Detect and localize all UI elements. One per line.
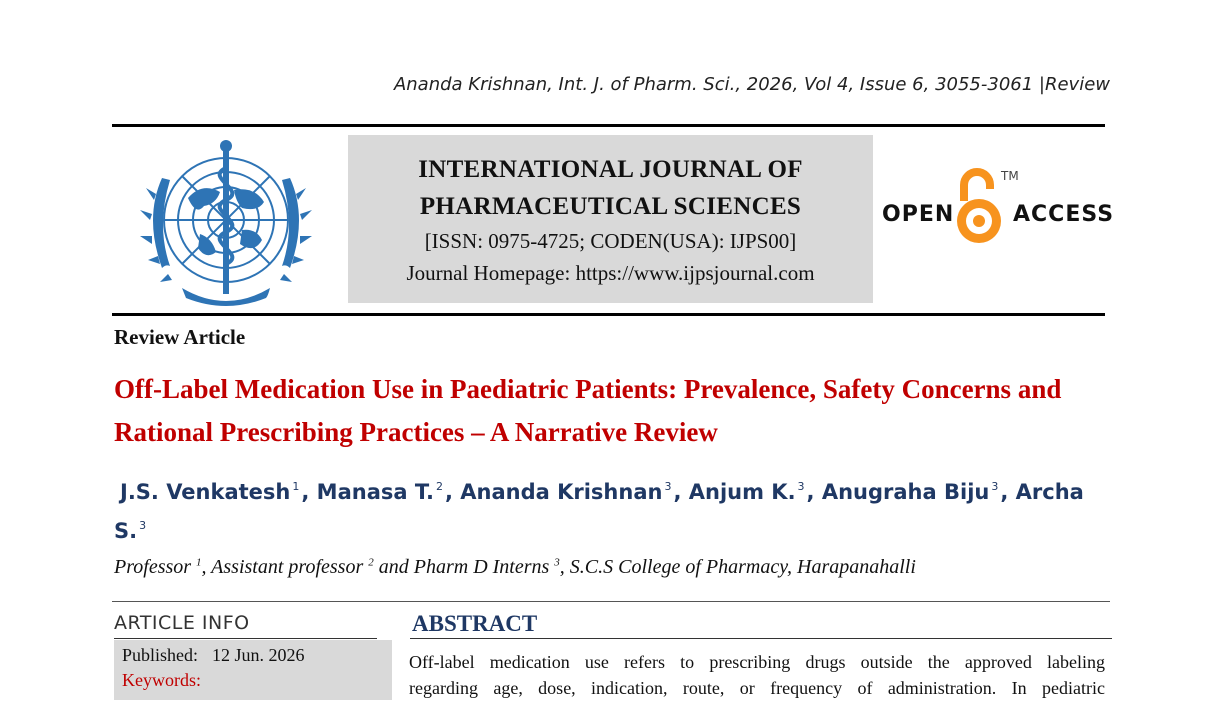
journal-title-line1: INTERNATIONAL JOURNAL OF [418, 156, 803, 183]
trademark-mark: TM [1001, 169, 1019, 183]
author-name[interactable]: Anjum K. [688, 480, 796, 504]
abstract-heading: ABSTRACT [412, 611, 538, 636]
journal-emblem-logo [126, 138, 326, 306]
abstract-body [409, 649, 1105, 701]
author-affiliation-mark: 3 [797, 480, 805, 493]
author-separator: , [301, 480, 310, 504]
affiliation-mark: 2 [368, 556, 374, 569]
journal-title-line2: PHARMACEUTICAL SCIENCES [419, 193, 802, 220]
journal-title [348, 151, 873, 225]
article-title: Off-Label Medication Use in Paediatric Patients: Prevalence, Safety Concerns and Rational Prescribing Practices – A Narrative Review [114, 374, 1062, 447]
affiliation-mark: 3 [554, 556, 560, 569]
abstract-line: regarding age, dose, indication, route, or frequency of administration. In pediatric [409, 678, 1105, 698]
header-bottom-rule [112, 313, 1105, 316]
open-access-left-word: OPEN [882, 202, 955, 227]
abstract-rule [410, 638, 1112, 639]
published-row [122, 645, 305, 666]
author-separator: , [806, 480, 815, 504]
published-date: 12 Jun. 2026 [212, 645, 305, 665]
affiliation-role: and Pharm D Interns [373, 556, 555, 578]
header-top-rule [112, 124, 1105, 127]
author-name[interactable]: J.S. Venkatesh [120, 480, 291, 504]
author-affiliation-mark: 1 [292, 480, 300, 493]
author-affiliations [114, 556, 916, 579]
abstract-line: Off-label medication use refers to prescribing drugs outside the approved labeling [409, 652, 1105, 672]
author-affiliation-mark: 3 [991, 480, 999, 493]
author-name[interactable]: Manasa T. [316, 480, 434, 504]
affiliation-role: Professor [114, 556, 197, 578]
author-list [114, 470, 1104, 548]
affiliation-institution: , S.C.S College of Pharmacy, Harapanahalli [559, 556, 916, 578]
author-affiliation-mark: 3 [664, 480, 672, 493]
article-info-heading: ARTICLE INFO [114, 612, 250, 634]
author-name[interactable]: Archa S. [114, 480, 1084, 543]
author-name[interactable]: Anugraha Biju [821, 480, 990, 504]
journal-homepage: Journal Homepage: https://www.ijpsjournal.com [406, 261, 815, 285]
section-divider [112, 601, 1110, 602]
author-name[interactable]: Ananda Krishnan [460, 480, 663, 504]
author-affiliation-mark: 3 [139, 519, 147, 532]
article-info-rule [114, 638, 377, 639]
keywords-label: Keywords: [122, 670, 201, 690]
published-label: Published: [122, 645, 199, 665]
affiliation-role: , Assistant professor [201, 556, 369, 578]
article-type: Review Article [114, 325, 246, 349]
author-separator: , [673, 480, 682, 504]
open-lock-icon [954, 165, 1004, 251]
article-info-box [114, 640, 392, 700]
affiliation-mark: 1 [196, 556, 202, 569]
open-access-logo [880, 165, 1115, 255]
journal-issn: [ISSN: 0975-4725; CODEN(USA): IJPS00] [424, 229, 797, 253]
author-separator: , [444, 480, 453, 504]
open-access-right-word: ACCESS [1013, 202, 1115, 227]
author-separator: , [1000, 480, 1009, 504]
journal-masthead [348, 135, 873, 303]
author-affiliation-mark: 2 [435, 480, 443, 493]
running-head: Ananda Krishnan, Int. J. of Pharm. Sci., 2026, Vol 4, Issue 6, 3055-3061 |Review [393, 74, 1110, 95]
